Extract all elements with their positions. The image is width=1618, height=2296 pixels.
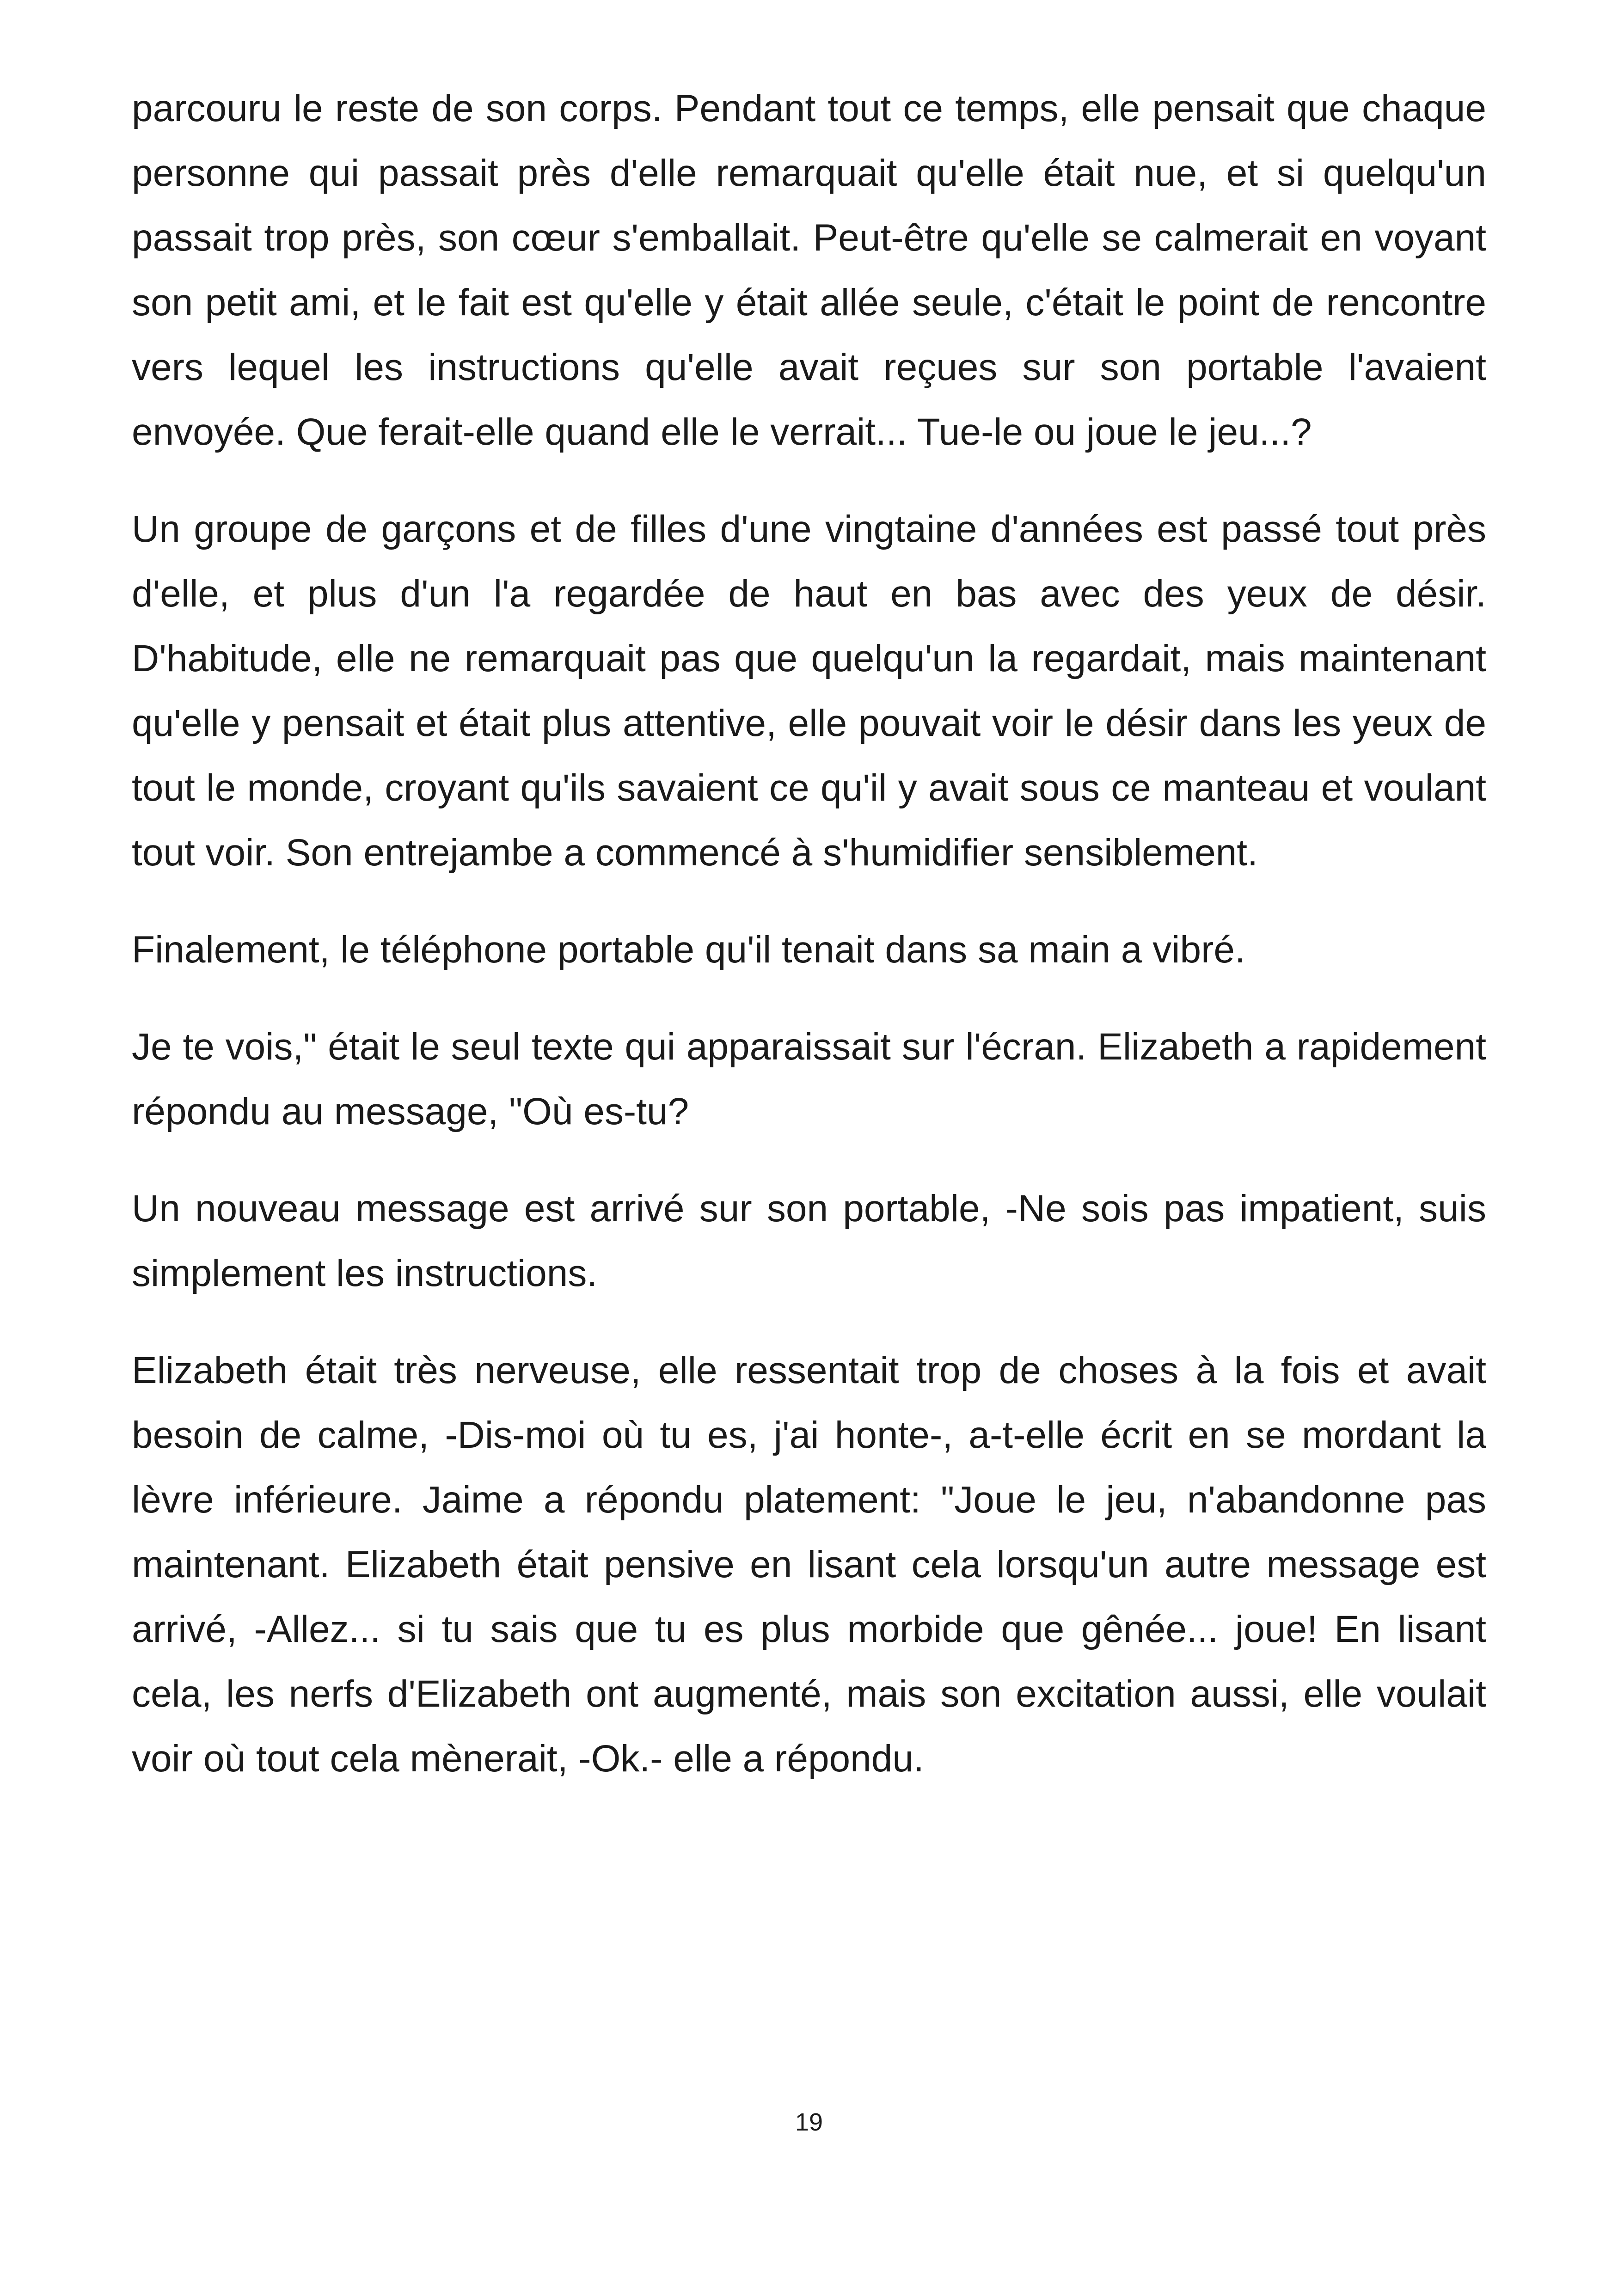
body-text bbox=[132, 76, 1486, 1824]
paragraph-2: Un groupe de garçons et de filles d'une vingtaine d'années est passé tout près d'elle, et plus d'un l'a regardée de haut en bas avec des yeux de désir. D'habitude, elle ne remarquait pas que quelqu'un la regardait, mais maintenant qu'elle y pensait et était plus attentive, elle pouvait voir le désir dans les yeux de tout le monde, croyant qu'ils savaient ce qu'il y avait sous ce manteau et voulant tout voir. Son entrejambe a commencé à s'humidifier sensiblement. bbox=[132, 508, 1486, 874]
paragraph-5: Un nouveau message est arrivé sur son portable, -Ne sois pas impatient, suis simplement les instructions. bbox=[132, 1188, 1486, 1294]
page-number: 19 bbox=[795, 2108, 823, 2136]
paragraph-4: Je te vois," était le seul texte qui apparaissait sur l'écran. Elizabeth a rapidement répondu au message, "Où es-tu? bbox=[132, 1026, 1486, 1133]
paragraph-6: Elizabeth était très nerveuse, elle ressentait trop de choses à la fois et avait besoin de calme, -Dis-moi où tu es, j'ai honte-, a-t-elle écrit en se mordant la lèvre inférieure. Jaime a répondu platement: "Joue le jeu, n'abandonne pas maintenant. Elizabeth était pensive en lisant cela lorsqu'un autre message est arrivé, -Allez... si tu sais que tu es plus morbide que gênée... joue! En lisant cela, les nerfs d'Elizabeth ont augmenté, mais son excitation aussi, elle voulait voir où tout cela mènerait, -Ok.- elle a répondu. bbox=[132, 1349, 1486, 1780]
paragraph-1: parcouru le reste de son corps. Pendant tout ce temps, elle pensait que chaque personne qui passait près d'elle remarquait qu'elle était nue, et si quelqu'un passait trop près, son cœur s'emballait. Peut-être qu'elle se calmerait en voyant son petit ami, et le fait est qu'elle y était allée seule, c'était le point de rencontre vers lequel les instructions qu'elle avait reçues sur son portable l'avaient envoyée. Que ferait-elle quand elle le verrait... Tue-le ou joue le jeu...? bbox=[132, 87, 1486, 453]
paragraph-3: Finalement, le téléphone portable qu'il tenait dans sa main a vibré. bbox=[132, 929, 1245, 971]
